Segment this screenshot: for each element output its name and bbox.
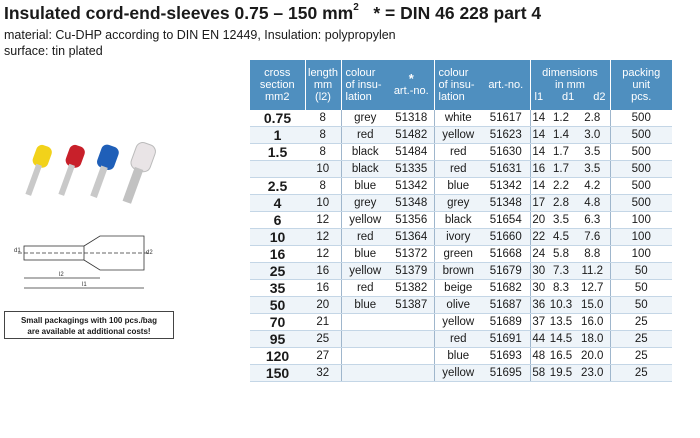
cell-d1: 1.4 [547, 127, 575, 144]
cell-d2: 16.0 [575, 314, 610, 331]
cell-a1 [389, 314, 434, 331]
cell-cs: 25 [250, 263, 305, 280]
cell-a1: 51482 [389, 127, 434, 144]
cell-cs: 4 [250, 195, 305, 212]
cell-cs: 1 [250, 127, 305, 144]
cell-l1: 30 [530, 280, 547, 297]
sleeve-yellow [21, 143, 54, 197]
cell-a1: 51348 [389, 195, 434, 212]
table-row [250, 246, 672, 263]
cell-l1: 44 [530, 331, 547, 348]
cell-len: 8 [305, 178, 341, 195]
cell-a1: 51372 [389, 246, 434, 263]
sleeve-red [54, 143, 87, 197]
cell-d1: 1.7 [547, 144, 575, 161]
cell-a2: 51679 [482, 263, 530, 280]
cell-a1 [389, 348, 434, 365]
surface-text: surface: tin plated [4, 44, 103, 58]
sleeves-photo [4, 140, 164, 210]
cell-a2: 51693 [482, 348, 530, 365]
cell-l1: 48 [530, 348, 547, 365]
table-row [250, 144, 672, 161]
cell-a1: 51387 [389, 297, 434, 314]
cell-c2: blue [434, 348, 482, 365]
cell-len: 12 [305, 229, 341, 246]
cell-pack: 100 [610, 212, 672, 229]
table-row [250, 297, 672, 314]
cell-len: 16 [305, 280, 341, 297]
table-row [250, 280, 672, 297]
cell-pack: 50 [610, 263, 672, 280]
header-length: length mm (l2) [305, 60, 341, 110]
cell-len: 8 [305, 127, 341, 144]
cell-c1: blue [341, 246, 389, 263]
cell-c1: grey [341, 110, 389, 127]
cell-cs: 0.75 [250, 110, 305, 127]
cell-c1: red [341, 127, 389, 144]
cell-a2: 51668 [482, 246, 530, 263]
cell-d2: 11.2 [575, 263, 610, 280]
cell-c2: grey [434, 195, 482, 212]
cell-d2: 8.8 [575, 246, 610, 263]
cell-l1: 16 [530, 161, 547, 178]
cell-d1: 1.7 [547, 161, 575, 178]
cell-d1: 3.5 [547, 212, 575, 229]
cell-c2: blue [434, 178, 482, 195]
cell-d1: 7.3 [547, 263, 575, 280]
cell-len: 20 [305, 297, 341, 314]
cell-l1: 20 [530, 212, 547, 229]
cell-l1: 58 [530, 365, 547, 382]
table-row [250, 127, 672, 144]
cell-d1: 4.5 [547, 229, 575, 246]
table-row [250, 161, 672, 178]
cell-pack: 50 [610, 280, 672, 297]
cell-c1: yellow [341, 263, 389, 280]
cell-c2: black [434, 212, 482, 229]
cell-c1: yellow [341, 212, 389, 229]
cell-d1: 1.2 [547, 110, 575, 127]
cell-l1: 24 [530, 246, 547, 263]
table-row [250, 331, 672, 348]
cell-a2: 51654 [482, 212, 530, 229]
cell-a2: 51623 [482, 127, 530, 144]
cell-l1: 37 [530, 314, 547, 331]
cell-d2: 20.0 [575, 348, 610, 365]
cell-a2: 51687 [482, 297, 530, 314]
cell-c1 [341, 331, 389, 348]
cell-d1: 19.5 [547, 365, 575, 382]
cell-cs: 50 [250, 297, 305, 314]
cell-c1: blue [341, 178, 389, 195]
label-d1: d1 [14, 248, 21, 254]
header-dimensions: dimensions in mm l1 d1 d2 [530, 60, 610, 110]
cell-pack: 25 [610, 331, 672, 348]
header-packing: packing unit pcs. [610, 60, 672, 110]
cell-l1: 14 [530, 127, 547, 144]
page-title: Insulated cord-end-sleeves 0.75 – 150 $mm^2$ * = DIN 46 228 part 4 [4, 2, 542, 23]
cell-cs: 10 [250, 229, 305, 246]
sleeve-white [117, 141, 157, 206]
header-artno-star: * art.-no. [389, 60, 434, 110]
cell-len: 16 [305, 263, 341, 280]
cell-cs [250, 161, 305, 178]
cell-a2: 51342 [482, 178, 530, 195]
cell-pack: 500 [610, 144, 672, 161]
cell-d1: 13.5 [547, 314, 575, 331]
table-row [250, 178, 672, 195]
cell-d2: 23.0 [575, 365, 610, 382]
cell-d1: 10.3 [547, 297, 575, 314]
cell-c1: red [341, 229, 389, 246]
cell-d2: 7.6 [575, 229, 610, 246]
cell-c1: black [341, 161, 389, 178]
label-d2: d2 [146, 250, 153, 256]
cell-c1: grey [341, 195, 389, 212]
cell-a1: 51382 [389, 280, 434, 297]
cell-c2: brown [434, 263, 482, 280]
cell-pack: 100 [610, 246, 672, 263]
packaging-note: Small packagings with 100 pcs./bag are available at additional costs! [4, 311, 174, 339]
cell-c1: blue [341, 297, 389, 314]
cell-a1 [389, 365, 434, 382]
cell-a1 [389, 331, 434, 348]
cell-c2: yellow [434, 127, 482, 144]
cell-c2: white [434, 110, 482, 127]
cell-cs: 150 [250, 365, 305, 382]
cell-cs: 1.5 [250, 144, 305, 161]
cell-c2: yellow [434, 365, 482, 382]
cell-a2: 51691 [482, 331, 530, 348]
cell-c1: red [341, 280, 389, 297]
cell-pack: 25 [610, 314, 672, 331]
cell-a1: 51484 [389, 144, 434, 161]
cell-d2: 12.7 [575, 280, 610, 297]
cell-pack: 50 [610, 297, 672, 314]
cell-cs: 2.5 [250, 178, 305, 195]
cell-pack: 25 [610, 365, 672, 382]
cell-cs: 16 [250, 246, 305, 263]
label-l2: l2 [59, 272, 64, 278]
material-text: material: Cu-DHP according to DIN EN 12449, Insulation: polypropylen [4, 28, 396, 42]
cell-pack: 500 [610, 110, 672, 127]
table-row [250, 110, 672, 127]
cell-pack: 25 [610, 348, 672, 365]
table-row [250, 263, 672, 280]
table-row [250, 365, 672, 382]
cell-a1: 51335 [389, 161, 434, 178]
cell-a1: 51318 [389, 110, 434, 127]
cell-d2: 2.8 [575, 110, 610, 127]
header-colour-star: colour of insu- lation [341, 60, 389, 110]
cell-l1: 22 [530, 229, 547, 246]
cell-l1: 30 [530, 263, 547, 280]
cell-a2: 51631 [482, 161, 530, 178]
cell-d2: 4.2 [575, 178, 610, 195]
cell-a2: 51660 [482, 229, 530, 246]
header-colour: colour of insu- lation [434, 60, 482, 110]
cell-pack: 100 [610, 229, 672, 246]
cell-a2: 51348 [482, 195, 530, 212]
cell-a2: 51689 [482, 314, 530, 331]
table-row [250, 314, 672, 331]
cell-d2: 4.8 [575, 195, 610, 212]
cell-a2: 51682 [482, 280, 530, 297]
cell-len: 21 [305, 314, 341, 331]
table-header [250, 60, 672, 110]
cell-cs: 95 [250, 331, 305, 348]
cell-c2: red [434, 331, 482, 348]
cell-l1: 36 [530, 297, 547, 314]
label-l1: l1 [82, 282, 87, 288]
cell-a2: 51630 [482, 144, 530, 161]
cell-len: 32 [305, 365, 341, 382]
cell-a1: 51364 [389, 229, 434, 246]
cell-c1 [341, 348, 389, 365]
cell-pack: 500 [610, 161, 672, 178]
cell-d2: 3.5 [575, 161, 610, 178]
cell-pack: 500 [610, 195, 672, 212]
cell-a1: 51356 [389, 212, 434, 229]
cell-d2: 6.3 [575, 212, 610, 229]
cell-cs: 70 [250, 314, 305, 331]
cell-pack: 500 [610, 127, 672, 144]
cell-a2: 51695 [482, 365, 530, 382]
cell-len: 12 [305, 246, 341, 263]
cell-d1: 2.2 [547, 178, 575, 195]
cell-d1: 8.3 [547, 280, 575, 297]
cell-len: 25 [305, 331, 341, 348]
cell-d2: 3.0 [575, 127, 610, 144]
cell-a1: 51342 [389, 178, 434, 195]
cell-d2: 18.0 [575, 331, 610, 348]
cell-c1 [341, 314, 389, 331]
product-table [250, 60, 672, 382]
cell-cs: 6 [250, 212, 305, 229]
cell-a2: 51617 [482, 110, 530, 127]
cell-pack: 500 [610, 178, 672, 195]
table-row [250, 229, 672, 246]
cell-len: 10 [305, 195, 341, 212]
cell-c2: beige [434, 280, 482, 297]
cell-d1: 16.5 [547, 348, 575, 365]
cell-a1: 51379 [389, 263, 434, 280]
cell-d2: 3.5 [575, 144, 610, 161]
cell-c2: red [434, 144, 482, 161]
cell-l1: 14 [530, 144, 547, 161]
cell-l1: 14 [530, 110, 547, 127]
table-row [250, 212, 672, 229]
cell-c2: yellow [434, 314, 482, 331]
table-row [250, 195, 672, 212]
header-cross-section: cross section mm2 [250, 60, 305, 110]
header-artno: art.-no. [482, 60, 530, 110]
cell-cs: 120 [250, 348, 305, 365]
cell-len: 8 [305, 144, 341, 161]
cell-l1: 14 [530, 178, 547, 195]
cell-len: 10 [305, 161, 341, 178]
sleeve-blue [85, 143, 120, 200]
cell-c1: black [341, 144, 389, 161]
cell-len: 8 [305, 110, 341, 127]
cell-d1: 5.8 [547, 246, 575, 263]
cell-d1: 2.8 [547, 195, 575, 212]
cell-c2: olive [434, 297, 482, 314]
cell-c2: red [434, 161, 482, 178]
cell-len: 27 [305, 348, 341, 365]
cell-c2: ivory [434, 229, 482, 246]
cell-l1: 17 [530, 195, 547, 212]
dimension-drawing [14, 222, 154, 298]
cell-cs: 35 [250, 280, 305, 297]
cell-c1 [341, 365, 389, 382]
table-row [250, 348, 672, 365]
cell-c2: green [434, 246, 482, 263]
cell-d2: 15.0 [575, 297, 610, 314]
cell-len: 12 [305, 212, 341, 229]
cell-d1: 14.5 [547, 331, 575, 348]
